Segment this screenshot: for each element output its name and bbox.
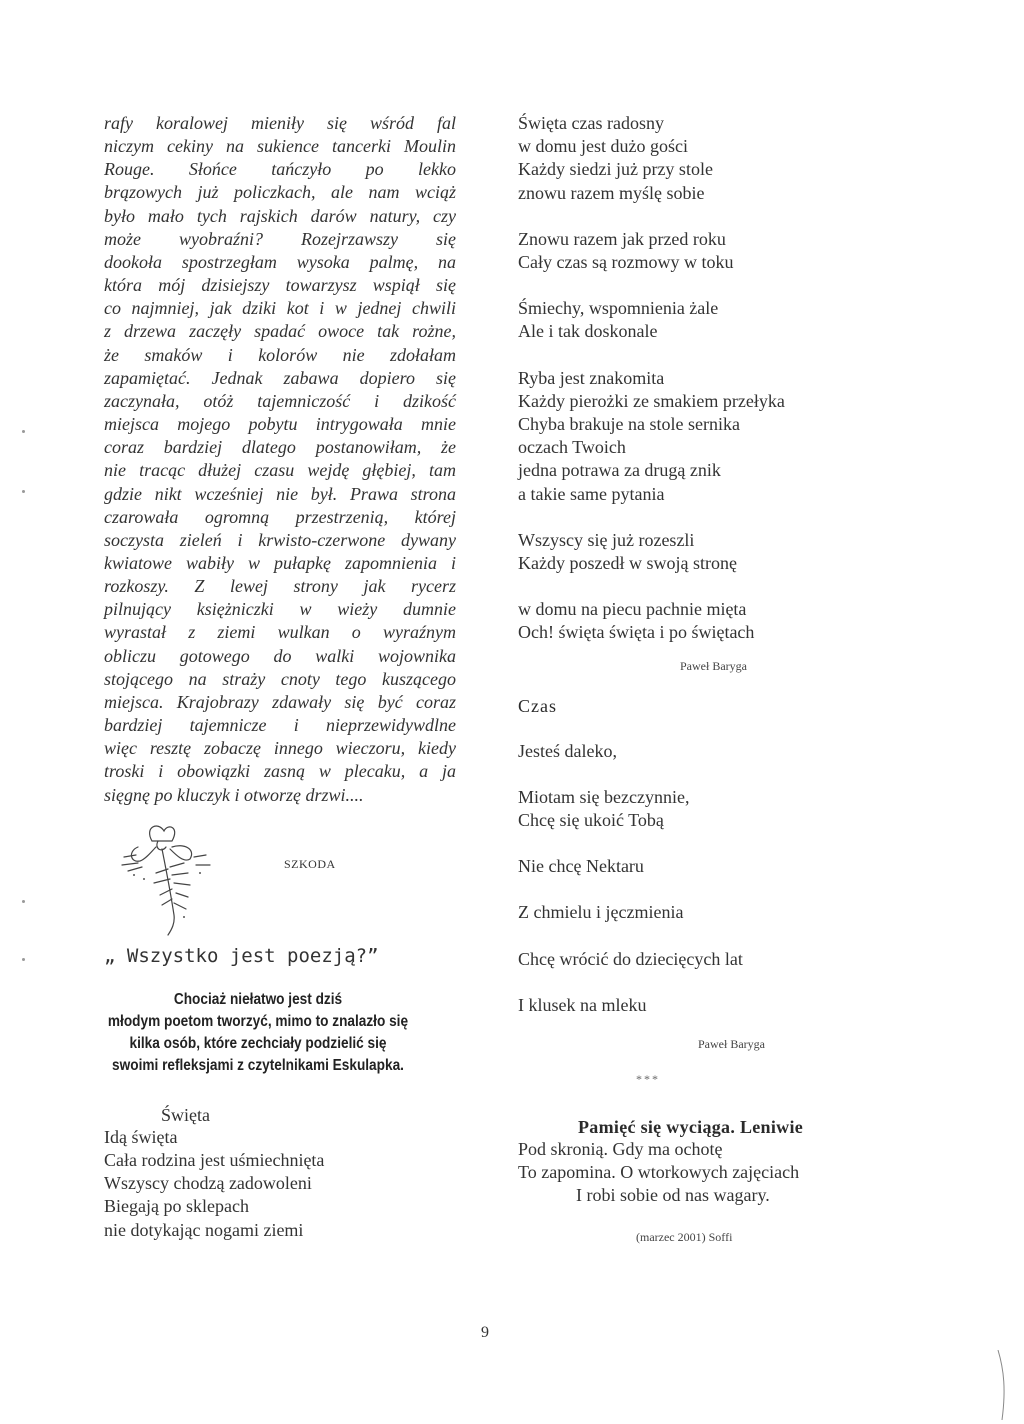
poem-line: Święta czas radosny bbox=[518, 113, 664, 133]
szkoda-label: SZKODA bbox=[284, 856, 336, 871]
poem-line: Cała rodzina jest uśmiechnięta bbox=[104, 1149, 325, 1170]
poem-line: I klusek na mleku bbox=[518, 994, 647, 1015]
poem-line: I robi sobie od nas wagary. bbox=[576, 1185, 770, 1206]
stanza bbox=[518, 901, 898, 924]
author-credit: Paweł Baryga bbox=[698, 1037, 765, 1052]
poem-line: Chyba brakuje na stole sernika bbox=[518, 414, 740, 435]
poem-czas bbox=[518, 740, 898, 1017]
poem-line: jedna potrawa za drugą znik bbox=[518, 460, 721, 481]
stanza bbox=[518, 948, 898, 971]
story-line: miejsca mojego pobytu intrygowała mnie bbox=[104, 414, 456, 435]
poem-line: Jesteś daleko, bbox=[518, 740, 617, 761]
story-line: zaczynała, otóż tajemniczość i dzikość bbox=[104, 390, 456, 411]
story-line: że smaków i kolorów nie zdołałam bbox=[104, 344, 456, 365]
intro-paragraph bbox=[104, 989, 412, 1077]
story-line: pilnujący księżniczki w wieży dumnie bbox=[104, 599, 456, 620]
page-edge-mark bbox=[994, 1350, 1010, 1420]
story-line: która mój dzisiejszy towarzysz wspiął się bbox=[104, 275, 456, 296]
scan-speck bbox=[22, 490, 25, 493]
poem-line: Śmiechy, wspomnienia żale bbox=[518, 298, 719, 319]
story-line: rafy koralowej mieniły się wśród fal bbox=[104, 113, 456, 133]
stanza bbox=[518, 786, 898, 832]
stanza bbox=[518, 228, 898, 274]
poem-line: znowu razem myślę sobie bbox=[518, 182, 705, 203]
right-column bbox=[518, 112, 898, 1245]
scan-speck bbox=[22, 430, 25, 433]
poem-line: Każdy siedzi już przy stole bbox=[518, 159, 713, 180]
story-line: miejsca. Krajobrazy zdawały się być coraz bbox=[104, 691, 456, 712]
poem-line: Ryba jest znakomita bbox=[518, 367, 665, 388]
poem-line: Pod skronią. Gdy ma ochotę bbox=[518, 1139, 723, 1160]
poem-line: Miotam się bezczynnie, bbox=[518, 786, 690, 807]
story-line: może wyobraźni? Rozejrzawszy się bbox=[104, 228, 456, 249]
poem-line: Wszyscy się już rozeszli bbox=[518, 529, 695, 550]
stanza bbox=[518, 598, 898, 644]
story-line: soczysta zieleń i krwisto-czerwone dywany bbox=[104, 529, 456, 550]
poem-line: nie dotykając nogami ziemi bbox=[104, 1219, 304, 1240]
story-line: obliczu gotowego do walki wojownika bbox=[104, 645, 456, 666]
section-heading: „ Wszystko jest poezją?” bbox=[104, 944, 379, 967]
poem-pamiec bbox=[518, 1138, 898, 1208]
poem-line: Och! święta święta i po świętach bbox=[518, 622, 755, 643]
intro-line: swoimi refleksjami z czytelnikami Eskulapka. bbox=[112, 1056, 404, 1074]
stanza bbox=[518, 740, 898, 763]
poem-line: a takie same pytania bbox=[518, 483, 665, 504]
story-line: czarowała ogromną przestrzenią, której bbox=[104, 506, 456, 527]
poem-line: oczach Twoich bbox=[518, 437, 626, 458]
story-line: bardziej tajemnicze i nieprzewidywdlne bbox=[104, 715, 456, 736]
ornament-row bbox=[104, 817, 456, 937]
author-credit: Paweł Baryga bbox=[680, 658, 747, 673]
story-line: stojącego na straży cnoty tego kuszącego bbox=[104, 668, 456, 689]
separator-stars: *** bbox=[636, 1072, 660, 1087]
story-line: gdzie nikt wcześniej nie był. Prawa strona bbox=[104, 483, 456, 504]
poem-line: Chcę wrócić do dziecięcych lat bbox=[518, 948, 743, 969]
poem-line: Nie chcę Nektaru bbox=[518, 856, 644, 877]
poem-swieta-continued bbox=[518, 112, 898, 645]
stanza bbox=[518, 855, 898, 878]
stanza bbox=[518, 112, 898, 205]
poem-swieta bbox=[104, 1126, 456, 1242]
poem-line: Każdy pierożki ze smakiem przełyka bbox=[518, 390, 785, 411]
story-line: rozkoszy. Z lewej strony jak rycerz bbox=[104, 576, 456, 597]
poem-line: Ale i tak doskonale bbox=[518, 321, 658, 342]
poem-line: Chcę się ukoić Tobą bbox=[518, 810, 664, 831]
poem-line: w domu na piecu pachnie mięta bbox=[518, 599, 747, 620]
stanza bbox=[518, 994, 898, 1017]
poem-line: Cały czas są rozmowy w toku bbox=[518, 252, 734, 273]
left-column bbox=[104, 112, 456, 1242]
story-line: kwiatowe wabiły w pułapkę zapomnienia i bbox=[104, 552, 456, 573]
story-line: Rouge. Słońce tańczyło po lekko bbox=[104, 159, 456, 180]
story-line: z drzewa zaczęły spadać owoce tak rożne, bbox=[104, 321, 456, 342]
poem-line: Wszyscy chodzą zadowoleni bbox=[104, 1173, 312, 1194]
scan-speck bbox=[22, 958, 25, 961]
stanza bbox=[518, 529, 898, 575]
intro-line: Chociaż niełatwo jest dziś bbox=[173, 990, 343, 1008]
intro-line: kilka osób, które zechciały podzielić się bbox=[129, 1034, 387, 1052]
story-line: co najmniej, jak dziki kot i w jednej chwili bbox=[104, 298, 456, 319]
story-line: wyrastał z ziemi wulkan o wyraźnym bbox=[104, 622, 456, 643]
story-excerpt bbox=[104, 112, 456, 807]
story-line: sięgnę po kluczyk i otworzę drzwi.... bbox=[104, 784, 364, 805]
story-line: nie tracąc dłużej czasu wejdę głębiej, tam bbox=[104, 460, 456, 481]
story-line: niczym cekiny na sukience tancerki Moulin bbox=[104, 136, 456, 157]
poem-line: Znowu razem jak przed roku bbox=[518, 228, 726, 249]
scan-speck bbox=[22, 900, 25, 903]
story-line: coraz bardziej dlatego postanowiłam, że bbox=[104, 437, 456, 458]
poem-line: Każdy poszedł w swoją stronę bbox=[518, 553, 737, 574]
christmas-bow-icon bbox=[114, 819, 214, 937]
poem-line: Biegają po sklepach bbox=[104, 1196, 249, 1217]
stanza bbox=[518, 297, 898, 343]
poem-credit: (marzec 2001) Soffi bbox=[636, 1229, 733, 1244]
story-line: więc resztę zobaczę innego wieczoru, kiedy bbox=[104, 738, 456, 759]
poem-title-swieta: Święta bbox=[161, 1104, 210, 1125]
story-line: zapamiętać. Jednak zabawa dopiero się bbox=[104, 367, 456, 388]
story-line: brązowych już policzkach, ale nam wciąż bbox=[104, 182, 456, 203]
intro-line: młodym poetom tworzyć, mimo to znalazło się bbox=[107, 1012, 409, 1030]
poem-title-pamiec: Pamięć się wyciąga. Leniwie bbox=[578, 1117, 804, 1138]
poem-line: Z chmielu i jęczmienia bbox=[518, 902, 684, 923]
poem-line: To zapomina. O wtorkowych zajęciach bbox=[518, 1162, 800, 1183]
page-number: 9 bbox=[481, 1324, 489, 1341]
story-line: dookoła spostrzegłam wysoka palmę, na bbox=[104, 251, 456, 272]
story-line: troski i obowiązki zasną w plecaku, a ja bbox=[104, 761, 456, 782]
story-line: było mało tych rajskich darów natury, czy bbox=[104, 205, 456, 226]
poem-line: Idą święta bbox=[104, 1126, 178, 1147]
poem-line: w domu jest dużo gości bbox=[518, 136, 688, 157]
poem-title-czas: Czas bbox=[518, 695, 557, 716]
story-paragraph bbox=[104, 112, 456, 807]
stanza bbox=[518, 367, 898, 506]
